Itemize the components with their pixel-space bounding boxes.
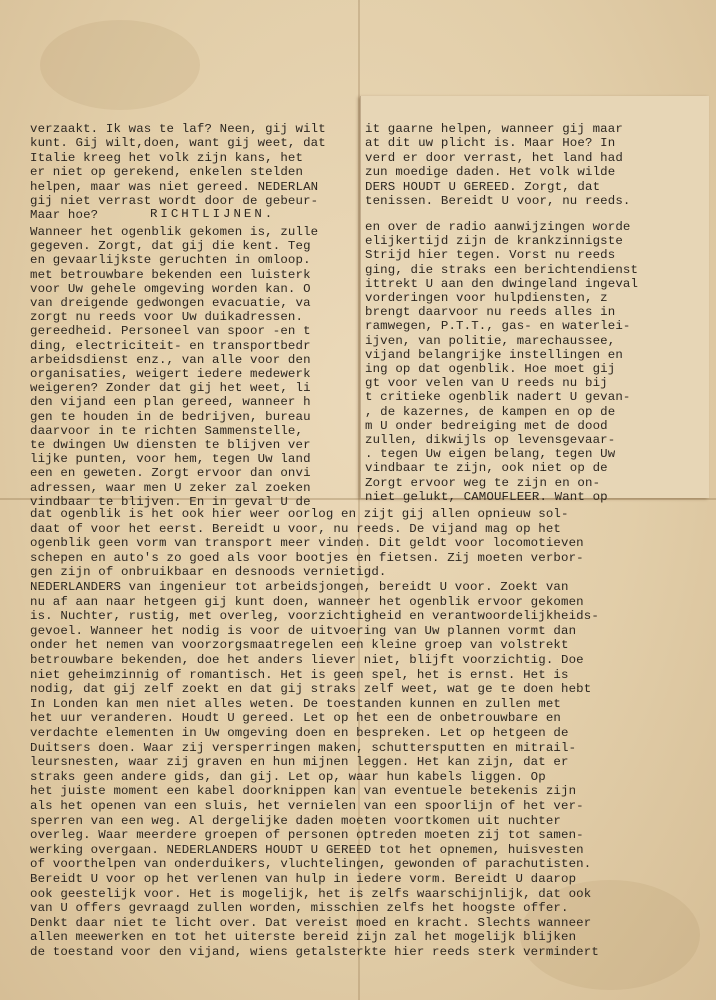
text-line: gen zijn of onbruikbaar en desnoods vernietigd. xyxy=(30,565,387,580)
text-line: elijkertijd zijn de krankzinnigste xyxy=(365,234,623,249)
text-line: vindbaar te blijven. En in geval U de xyxy=(30,494,311,509)
text-line: at dit uw plicht is. Maar Hoe? In xyxy=(365,136,616,151)
text-line: zun moedige daden. Het volk wilde xyxy=(365,165,616,180)
text-line: voor Uw gehele omgeving worden kan. O xyxy=(30,281,311,296)
text-line: daat of voor het eerst. Bereidt u voor, nu reeds. De vijand mag op het xyxy=(30,521,561,536)
text-line: ogenblik geen vorm van transport meer vinden. Dit geldt voor locomotieven xyxy=(30,536,584,551)
text-line: te dwingen Uw diensten te blijven ver xyxy=(30,438,311,452)
text-line: verdachte elementen in Uw omgeving doen en bespreken. Let op hetgeen de xyxy=(30,726,569,740)
text-line: organisaties, weigert iedere medewerk xyxy=(30,367,311,381)
text-line: is. Nuchter, rustig, met overleg, voorzichtigheid en verantwoordelijkheids- xyxy=(30,609,599,624)
richtlijnen-heading: RICHTLIJNEN. xyxy=(150,207,276,221)
text-line: een en geweten. Zorgt ervoor dan onvi xyxy=(30,466,311,481)
text-line: verzaakt. Ik was te laf? Neen, gij wilt xyxy=(30,122,326,136)
text-line: ook geestelijk voor. Het is mogelijk, het is zelfs waarschijnlijk, dat ook xyxy=(30,886,592,901)
text-line: ittrekt U aan den dwingeland ingeval xyxy=(365,276,639,291)
text-line: ijven, van politie, marechaussee, xyxy=(365,333,616,348)
text-line: vindbaar te zijn, ook niet op de xyxy=(365,461,608,476)
text-line: lijke punten, voor hem, tegen Uw land xyxy=(30,452,311,467)
text-line: In Londen kan men niet alles weten. De toestanden kunnen en zullen met xyxy=(30,696,561,711)
text-line: het uur veranderen. Houdt U gereed. Let op het een de onbetrouwbare en xyxy=(30,711,561,726)
text-line: DERS HOUDT U GEREED. Zorgt, dat xyxy=(365,179,601,194)
text-line: m U onder bedreiging met de dood xyxy=(365,418,608,433)
text-line: Wanneer het ogenblik gekomen is, zulle xyxy=(30,225,319,239)
text-line: sperren van een weg. Al dergelijke daden moeten voortkomen uit nuchter xyxy=(30,813,561,828)
text-line: werking overgaan. NEDERLANDERS HOUDT U GEREED tot het opnemen, huisvesten xyxy=(30,842,584,857)
text-line: van U offers gevraagd zullen worden, misschien zelfs het hoogste offer. xyxy=(30,901,569,916)
text-line: gereedheid. Personeel van spoor -en t xyxy=(30,324,311,339)
text-line: helpen, maar was niet gereed. NEDERLAN xyxy=(30,179,319,194)
text-line: weigeren? Zonder dat gij het weet, li xyxy=(30,381,311,396)
text-line: schepen en auto's zo goed als voor bootjes en fietsen. Zij moeten verbor- xyxy=(30,550,584,565)
text-line: verd er door verrast, het land had xyxy=(365,150,623,165)
text-line: t critieke ogenblik nadert U gevan- xyxy=(365,390,631,405)
paper-stain xyxy=(40,20,200,110)
text-line: brengt daarvoor nu reeds alles in xyxy=(365,305,616,320)
text-line: it gaarne helpen, wanneer gij maar xyxy=(365,122,623,136)
text-line: . tegen Uw eigen belang, tegen Uw xyxy=(365,447,616,462)
text-line: gevoel. Wanneer het nodig is voor de uitvoering van Uw plannen vormt dan xyxy=(30,623,577,638)
text-line: straks geen andere gids, dan gij. Let op, waar hun kabels liggen. Op xyxy=(30,769,546,784)
text-line: daarvoor in te richten Sammenstelle, xyxy=(30,423,311,438)
text-line: gegeven. Zorgt, dat gij die kent. Teg xyxy=(30,239,311,254)
text-line: Denkt daar niet te licht over. Dat vereist moed en kracht. Slechts wanneer xyxy=(30,915,592,930)
text-line: zorgt nu reeds voor Uw duikadressen. xyxy=(30,310,311,325)
text-line: adressen, waar men U zeker zal zoeken xyxy=(30,480,311,495)
text-line: ding, electriciteit- en transportbedr xyxy=(30,338,311,353)
text-line: betrouwbare bekenden, doe het anders liever niet, blijft voorzichtig. Doe xyxy=(30,653,584,667)
text-line: of voorthelpen van onderduikers, vluchtelingen, gewonden of parachutisten. xyxy=(30,857,592,872)
text-line: ramwegen, P.T.T., gas- en waterlei- xyxy=(365,319,631,334)
text-line: Zorgt ervoor weg te zijn en on- xyxy=(365,475,601,490)
text-line: nodig, dat gij zelf zoekt en dat gij straks zelf weet, wat ge te doen hebt xyxy=(30,682,592,697)
text-line: ing op dat ogenblik. Hoe moet gij xyxy=(365,362,616,376)
text-line: Italie kreeg het volk zijn kans, het xyxy=(30,150,304,165)
text-line: er niet op gerekend, enkelen stelden xyxy=(30,165,304,180)
text-line: van dreigende gedwongen evacuatie, va xyxy=(30,296,311,310)
text-line: nu af aan naar hetgeen gij kunt doen, wanneer het ogenblik ervoor gekomen xyxy=(30,594,584,609)
text-line: kunt. Gij wilt,doen, want gij weet, dat xyxy=(30,136,326,151)
text-line: vorderingen voor hulpdiensten, z xyxy=(365,291,608,305)
text-line: Duitsers doen. Waar zij versperringen maken, schuttersputten en mitrail- xyxy=(30,740,577,755)
text-line: allen meewerken en tot het uiterste bereid zijn zal het mogelijk blijken xyxy=(30,930,577,945)
text-line: overleg. Waar meerdere groepen of personen optreden moeten zij tot samen- xyxy=(30,828,584,843)
text-line: tenissen. Bereidt U voor, nu reeds. xyxy=(365,194,631,208)
text-line: Bereidt U voor op het verlenen van hulp in iedere vorm. Bereidt U daarop xyxy=(30,872,577,886)
text-line: met betrouwbare bekenden een luisterk xyxy=(30,267,311,282)
text-line: en gevaarlijkste geruchten in omloop. xyxy=(30,253,311,268)
text-line: gt voor velen van U reeds nu bij xyxy=(365,376,608,391)
text-line: de toestand voor den vijand, wiens getalsterkte hier reeds sterk vermindert xyxy=(30,945,599,959)
text-line: gen te houden in de bedrijven, bureau xyxy=(30,409,311,424)
text-line: , de kazernes, de kampen en op de xyxy=(365,404,616,419)
text-line: NEDERLANDERS van ingenieur tot arbeidsjongen, bereidt U voor. Zoekt van xyxy=(30,580,569,594)
text-line: als het openen van een sluis, het vernielen van een spoorlijn of het ver- xyxy=(30,799,584,813)
text-line: Maar hoe? xyxy=(30,208,99,223)
text-line: arbeidsdienst enz., van alle voor den xyxy=(30,352,311,367)
text-line: het juiste moment een kabel doorknippen kan van eventuele betekenis zijn xyxy=(30,784,577,799)
text-line: leursnesten, waar zij graven en hun mijnen leggen. Het kan zijn, dat er xyxy=(30,755,569,770)
text-line: dat ogenblik is het ook hier weer oorlog en zijt gij allen opnieuw sol- xyxy=(30,507,569,521)
text-line: ging, die straks een berichtendienst xyxy=(365,262,639,277)
text-line: Strijd hier tegen. Vorst nu reeds xyxy=(365,248,616,263)
text-line: en over de radio aanwijzingen worde xyxy=(365,220,631,234)
text-line: den vijand een plan gereed, wanneer h xyxy=(30,395,311,410)
text-line: onder het nemen van voorzorgsmaatregelen een kleine groep van volstrekt xyxy=(30,638,569,653)
text-line: zullen, dikwijls op levensgevaar- xyxy=(365,433,616,447)
text-line: gij niet verrast wordt door de gebeur- xyxy=(30,194,319,208)
text-line: niet geheimzinnig of romantisch. Het is geen spel, het is ernst. Het is xyxy=(30,667,569,682)
pasted-paper-fragment xyxy=(360,96,709,504)
text-line: vijand belangrijke instellingen en xyxy=(365,347,623,362)
text-line: niet gelukt, CAMOUFLEER. Want op xyxy=(365,489,608,504)
